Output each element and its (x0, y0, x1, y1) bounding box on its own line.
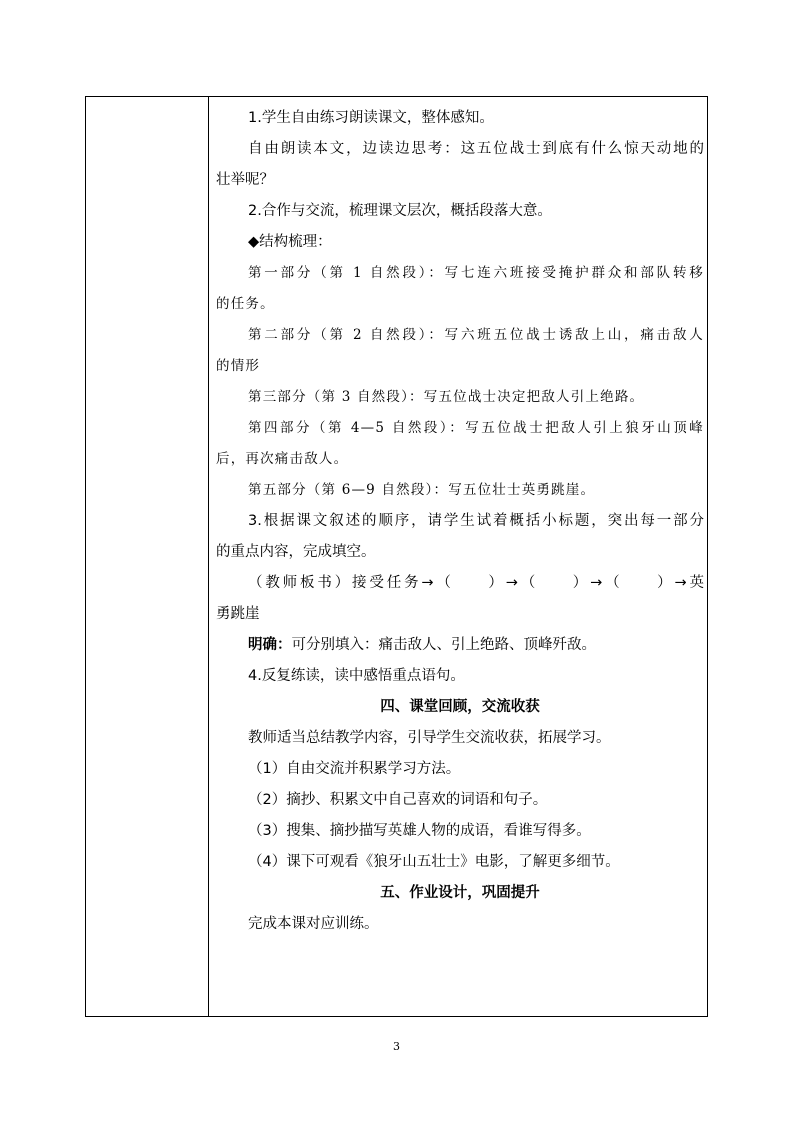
review-item-4: （4）课下可观看《狼牙山五壮士》电影，了解更多细节。 (248, 854, 620, 870)
part-4-cont: 后，再次痛击敌人。 (216, 451, 349, 467)
part-1: 第一部分（第 1 自然段）：写七连六班接受掩护群众和部队转移 (248, 265, 704, 281)
content-cell (216, 103, 704, 940)
review-item-1: （1）自由交流并积累学习方法。 (248, 761, 461, 777)
step-3-cont: 的重点内容，完成填空。 (216, 544, 376, 560)
review-item-2: （2）摘抄、积累文中自己喜欢的词语和句子。 (248, 792, 548, 808)
step-1: 1.学生自由练习朗读课文，整体感知。 (248, 110, 494, 126)
lesson-table (85, 96, 708, 1017)
answer-label: 明确： (248, 637, 292, 653)
answer-line (216, 630, 704, 661)
part-3: 第三部分（第 3 自然段）：写五位战士决定把敌人引上绝路。 (248, 389, 645, 405)
step-3: 3.根据课文叙述的顺序，请学生试着概括小标题，突出每一部分 (248, 513, 704, 529)
blackboard-fill-cont: 勇跳崖 (216, 606, 260, 622)
part-2-cont: 的情形 (216, 358, 261, 374)
homework-text: 完成本课对应训练。 (248, 916, 379, 932)
part-2: 第二部分（第 2 自然段）：写六班五位战士诱敌上山，痛击敌人 (248, 327, 704, 343)
part-5: 第五部分（第 6—9 自然段）：写五位壮士英勇跳崖。 (248, 482, 596, 498)
part-1-cont: 的任务。 (216, 296, 275, 312)
section-5-heading: 五、作业设计，巩固提升 (380, 885, 540, 901)
step-2: 2.合作与交流，梳理课文层次，概括段落大意。 (248, 203, 552, 219)
answer-text: 可分别填入：痛击敌人、引上绝路、顶峰歼敌。 (291, 637, 596, 653)
blackboard-fill: （教师板书）接受任务→（ ）→（ ）→（ ）→英 (248, 575, 704, 591)
structure-heading: ◆结构梳理： (248, 234, 332, 250)
step-1-detail: 自由朗读本文，边读边思考：这五位战士到底有什么惊天动地的 (248, 141, 704, 157)
part-4: 第四部分（第 4—5 自然段）：写五位战士把敌人引上狼牙山顶峰 (248, 420, 704, 436)
review-item-3: （3）搜集、摘抄描写英雄人物的成语，看谁写得多。 (248, 823, 591, 839)
step-1-detail-cont: 壮举呢？ (216, 172, 274, 188)
column-divider (208, 97, 209, 1016)
section-4-heading: 四、课堂回顾，交流收获 (380, 699, 540, 715)
step-4: 4.反复练读，读中感悟重点语句。 (248, 668, 465, 684)
page-number: 3 (393, 1040, 400, 1053)
review-intro: 教师适当总结教学内容，引导学生交流收获，拓展学习。 (248, 730, 611, 746)
